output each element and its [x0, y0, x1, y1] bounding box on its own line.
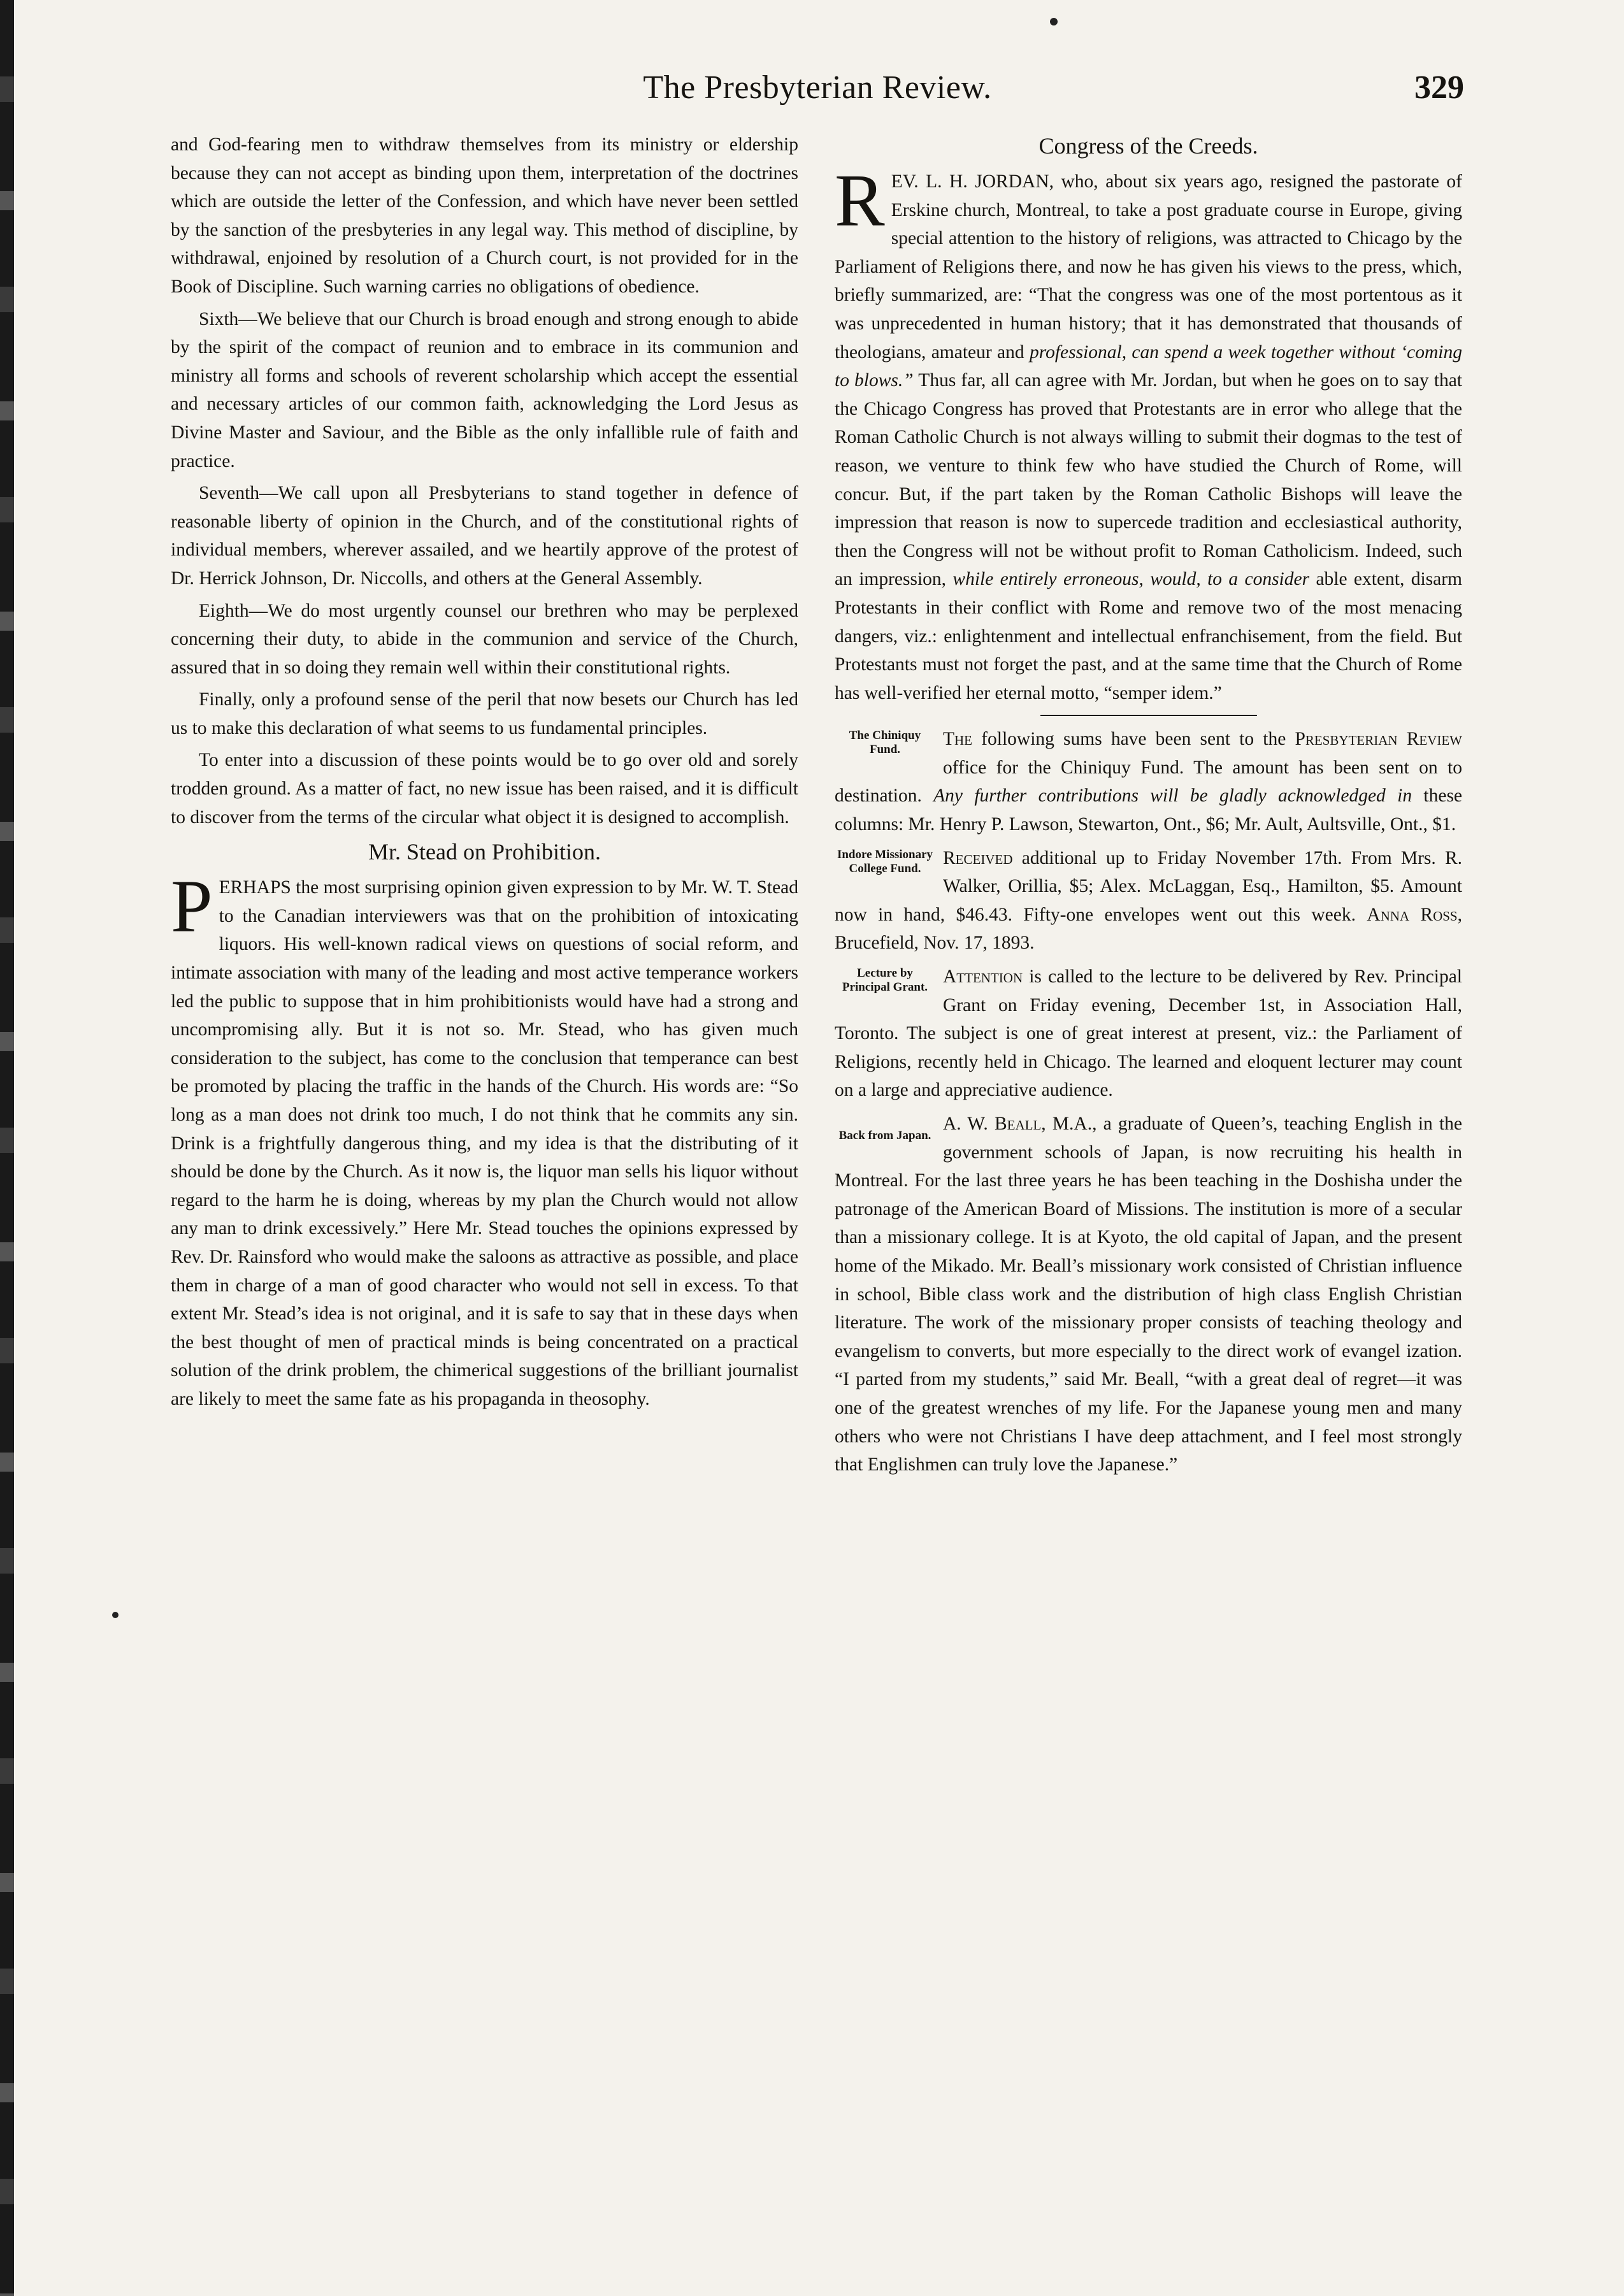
indore-notice — [835, 844, 1462, 958]
paragraph-discussion: To enter into a discussion of these points would be to go over old and sorely trodden ground. As a matter of fact, no new issue has been raised, and it is difficult to discover from the terms of the circular what object it is designed to accomplish. — [171, 750, 798, 828]
publication-title: The Presbyterian Review. — [643, 69, 992, 106]
stead-dropcap: P — [171, 865, 213, 949]
right-column — [835, 131, 1462, 2252]
lecture-notice — [835, 963, 1462, 1105]
lecture-sidehead: Lecture by Principal Grant. — [842, 966, 928, 994]
paragraph-finally: Finally, only a profound sense of the peril that now besets our Church has led us to make this declaration of what seems to us fundamental principles. — [171, 689, 798, 738]
japan-sidehead: Back from Japan. — [838, 1129, 931, 1142]
paragraph-opening: and God-fearing men to withdraw themselves from its ministry or eldership because they can not accept as binding upon them, interpretation of the doctrines which are outside the letter of the Confession, and which have never been settled by the sanction of the presbyteries in any legal way. This method of discipline, by withdrawal, enjoined by resolution of a Church court, is not provided for in the Book of Discipline. Such warning carries no obligations of obedience. — [171, 134, 798, 297]
creeds-heading: Congress of the Creeds. — [1038, 133, 1258, 159]
stead-lead: ERHAPS — [219, 877, 291, 898]
creeds-dropcap: R — [835, 159, 885, 242]
creeds-body-1: who, about six years ago, resigned the pastorate of Erskine church, Montreal, to take a post graduate course in Europe, giving special attention to the history of religions, was attracted to Chicago by the Parliament of Religions there, and now he has given his views to the press, which, briefly summarized, are: “That the congress was one of the most portentous as it was unprecedented in human history; that it has demonstrated that thousands of theologians, amateur and — [835, 171, 1462, 362]
creeds-article — [835, 159, 1462, 707]
stead-article — [171, 865, 798, 1413]
ink-speck — [1050, 18, 1058, 25]
japan-lead: A. W. Beall, — [943, 1114, 1046, 1134]
creeds-lead: EV. L. H. JORDAN, — [891, 171, 1054, 192]
indore-lead: Received — [943, 847, 1013, 868]
chiniquy-caps: Presbyterian Review — [1295, 729, 1462, 750]
ink-speck — [112, 1612, 119, 1618]
japan-body: M.A., a graduate of Queen’s, teaching English in the government schools of Japan, is now recruiting his health in Montreal. For the last three years he has been teaching in the Doshisha under the patronage of the American Board of Missions. The institution is more of a secular than a missionary college. It is at Kyoto, the old capital of Japan, and the present home of the Mikado. Mr. Beall’s missionary work consisted of Christian influence in school, Bible class work and the distribution of high class English Christian literature. The work of the missionary proper consists of teaching theology and evangelism to converts, but more especially to the direct work of evangel ization. “I parted from my students,” said Mr. Beall, “with a great deal of regret—it was one of the greatest wrenches of my life. For the Japanese young men and many others who were not Christians I have deep attachment, and I feel most strongly that Englishmen can truly love the Japanese.” — [835, 1114, 1462, 1475]
japan-notice — [835, 1110, 1462, 1479]
stead-heading: Mr. Stead on Prohibition. — [368, 839, 601, 865]
indore-body-1: additional up to Friday November 17th. From Mrs. R. Walker, Orillia, $5; Alex. McLaggan, Esq., Hamilton, $5. Amount now in hand, $46.43. Fifty-one envelopes went out this week. — [835, 847, 1462, 925]
chiniquy-body-1: following sums have been sent to the — [981, 729, 1286, 750]
indore-signature: Anna Ross, — [1367, 904, 1462, 925]
creeds-italic: professional, can spend a week together without ‘coming to blows.” — [835, 341, 1462, 391]
indore-body-2: Brucefield, Nov. 17, 1893. — [835, 933, 1035, 954]
creeds-body-2: Thus far, all can agree with Mr. Jordan, but when he goes on to say that the Chicago Congress has proved that Protestants are in error who allege that the Roman Catholic Church is not always willing to submit their dogmas to the test of reason, we venture to think few who have studied the Church of Rome, will concur. But, if the part taken by the Roman Catholic Bishops will leave the impression that reason is now to supercede tradition and ecclesiastical authority, then the Congress will not be without profit to Roman Catholicism. Indeed, such an impression, — [835, 370, 1462, 590]
lecture-body: is called to the lecture to be delivered by Rev. Principal Grant on Friday evening, December 1st, in Association Hall, Toronto. The subject is one of great interest at present, viz.: the Parliament of Religions, recently held in Chicago. The learned and eloquent lecturer may count on a large and appreciative audience. — [835, 966, 1462, 1101]
creeds-italic-2: while entirely erroneous, would, to a consider — [952, 569, 1310, 590]
chiniquy-body-2: office for the Chiniquy Fund. The amount has been sent on to destination. — [835, 757, 1462, 807]
indore-sidehead: Indore Missionary College Fund. — [837, 847, 933, 875]
chiniquy-lead: The — [943, 729, 973, 750]
chiniquy-notice — [835, 725, 1462, 838]
page-header — [171, 69, 1464, 113]
binding-edge — [0, 0, 14, 2296]
chiniquy-body-3: these columns: Mr. Henry P. Lawson, Stewarton, Ont., $6; Mr. Ault, Aultsville, Ont., $1. — [835, 786, 1462, 835]
creeds-body-3: able extent, disarm Protestants in their conflict with Rome and remove two of the most menacing dangers, viz.: enlightenment and intellectual enfranchisement, from the field. But Protestants must not forget the past, and at the same time that the Church of Rome has well-verified her eternal motto, “semper idem.” — [835, 569, 1462, 703]
paragraph-eighth: Eighth—We do most urgently counsel our brethren who may be perplexed concerning their duty, to abide in the communion and service of the Church, assured that in so doing they remain well within their constitutional rights. — [171, 600, 798, 678]
chiniquy-italic: Any further contributions will be gladly acknowledged in — [933, 786, 1412, 807]
section-rule — [1040, 715, 1257, 716]
stead-body: the most surprising opinion given expression to by Mr. W. T. Stead to the Canadian interviewers was that on the prohibition of intoxicating liquors. His well-known radical views on questions of social reform, and intimate association with many of the leading and most active temperance workers led the public to suppose that in him prohibitionists would have had a strong and uncompromising ally. But it is not so. Mr. Stead, who has given much consideration to the subject, has come to the conclusion that temperance can best be promoted by placing the traffic in the hands of the Church. His words are: “So long as a man does not drink too much, I do not think that he commits any sin. Drink is a frightfully dangerous thing, and my idea is that the distributing of it should be done by the Church. As it now is, the liquor man sells his liquor without regard to the harm he is doing, whereas by my plan the Church would not allow any man to drink excessively.” Here Mr. Stead touches the opinions expressed by Rev. Dr. Rainsford who would make the saloons as attractive as possible, and place them in charge of a man of good character who would not sell in excess. To that extent Mr. Stead’s idea is not original, and it is safe to say that in these days when the best thought of men of practical minds is being concentrated on a practical solution of the drink problem, the chimerical suggestions of the brilliant journalist are likely to meet the same fate as his propaganda in theosophy. — [171, 877, 798, 1409]
page-number: 329 — [1414, 69, 1464, 106]
chiniquy-sidehead: The Chiniquy Fund. — [849, 729, 921, 757]
lecture-lead: Attention — [943, 966, 1023, 987]
paragraph-seventh: Seventh—We call upon all Presbyterians to stand together in defence of reasonable liberty of opinion in the Church, and of the constitutional rights of individual members, wherever assailed, and we heartily approve of the protest of Dr. Herrick Johnson, Dr. Niccolls, and others at the General Assembly. — [171, 483, 798, 589]
left-column — [171, 131, 798, 2252]
paragraph-sixth: Sixth—We believe that our Church is broad enough and strong enough to abide by the spirit of the compact of reunion and to embrace in its communion and ministry all forms and schools of reverent scholarship which accept the essential and necessary articles of our common faith, acknowledging the Lord Jesus as Divine Master and Saviour, and the Bible as the only infallible rule of faith and practice. — [171, 308, 798, 471]
